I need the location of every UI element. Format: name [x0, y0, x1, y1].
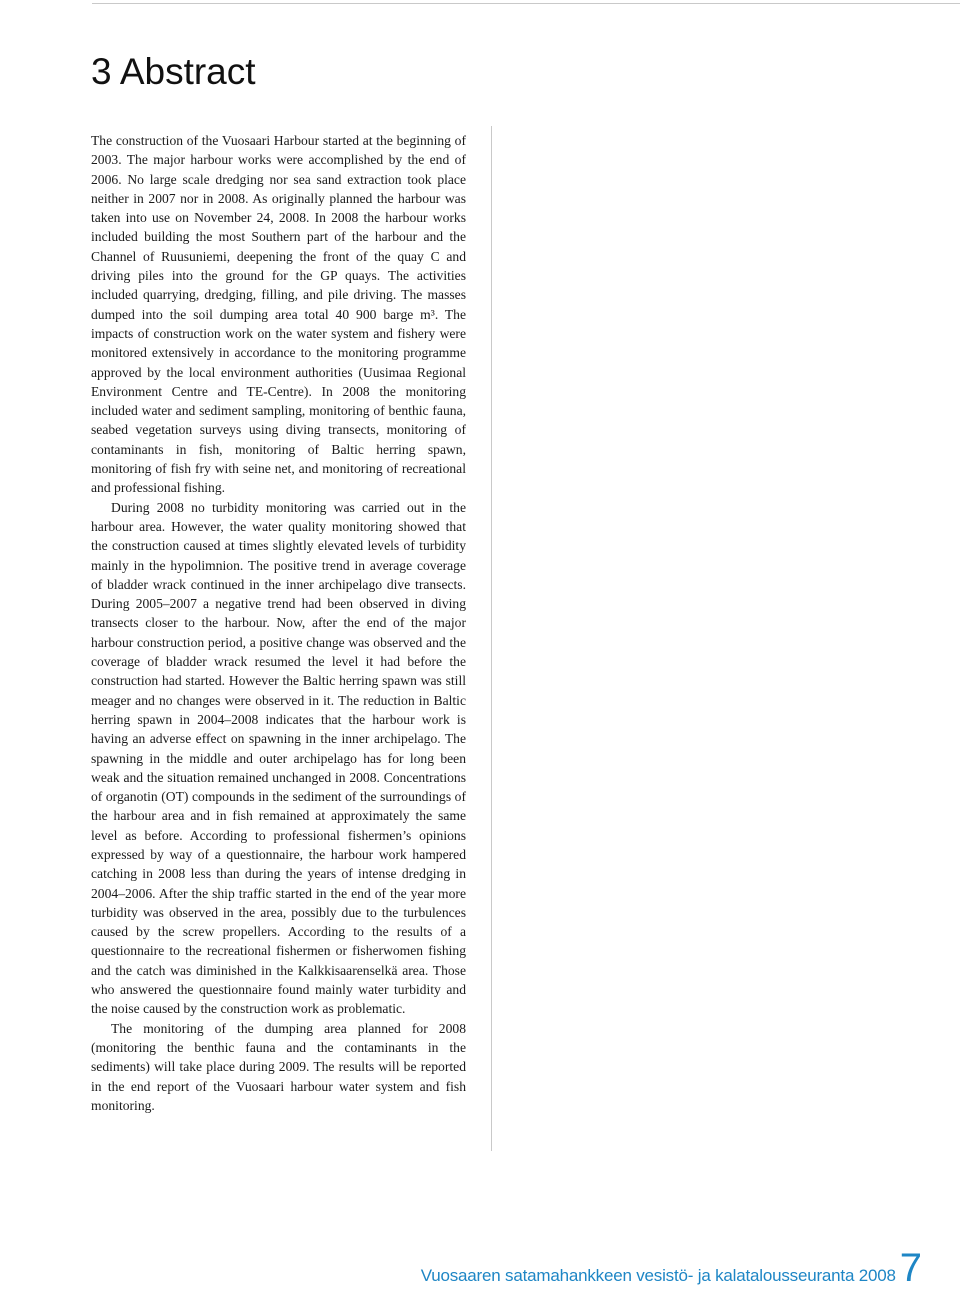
column-divider — [491, 126, 492, 1151]
page-title: 3 Abstract — [91, 51, 256, 92]
abstract-paragraph-2: During 2008 no turbidity monitoring was carried out in the harbour area. However, the water quality monitoring showed that the construction caused at times slightly elevated levels of turbidity mainly in the hypolimnion. The positive trend in average coverage of bladder wrack continued in the inner archipelago dive transects. During 2005–2007 a negative trend had been observed in diving transects closer to the harbour. Now, after the end of the major harbour construction period, a positive change was observed and the coverage of bladder wrack resumed the level it had before the construction had started. However the Baltic herring spawn was still meager and no changes were observed in it. The reduction in Baltic herring spawn in 2004–2008 indicates that the harbour work is having an adverse effect on spawning in the inner archipelago. The spawning in the middle and outer archipelago has for long been weak and the situation remained unchanged in 2008. Concentrations of organotin (OT) compounds in the sediment of the surroundings of the harbour area and in fish remained at approximately the same level as before. According to professional fishermen’s opinions expressed by way of a questionnaire, the harbour work hampered catching in 2008 less than during the years of intense dredging in 2004–2006. After the ship traffic started in the end of the year more turbidity was observed in the area, possibly due to the turbulences caused by the screw propellers. According to the results of a questionnaire to the recreational fishermen or fisherwomen fishing and the catch was diminished in the Kalkkisaarenselkä area. Those who answered the questionnaire found mainly water turbidity and the noise caused by the construction work as problematic. — [91, 499, 466, 1017]
page-number: 7 — [899, 1246, 922, 1290]
footer-publication-title: Vuosaaren satamahankkeen vesistö- ja kalatalousseuranta 2008 — [420, 1266, 896, 1285]
abstract-paragraph-1: The construction of the Vuosaari Harbour started at the beginning of 2003. The major harbour works were accomplished by the end of 2006. No large scale dredging nor sea sand extraction took place neither in 2007 nor in 2008. As originally planned the harbour was taken into use on November 24, 2008. In 2008 the harbour works included building the most Southern part of the harbour and the Channel of Ruusuniemi, deepening the front of the quay C and driving piles into the ground for the GP quays. The activities included quarrying, dredging, filling, and pile driving. The masses dumped into the soil dumping area total 40 900 barge m³. The impacts of construction work on the water system and fishery were monitored extensively in accordance to the monitoring programme approved by the local environment authorities (Uusimaa Regional Environment Centre and TE-Centre). In 2008 the monitoring included water and sediment sampling, monitoring of benthic fauna, seabed vegetation surveys using diving transects, monitoring of contaminants in fish, monitoring of Baltic herring spawn, monitoring of fish fry with seine net, and monitoring of recreational and professional fishing. — [91, 133, 466, 496]
page-footer — [421, 1248, 922, 1288]
top-divider — [92, 3, 960, 4]
abstract-paragraph-3: The monitoring of the dumping area planned for 2008 (monitoring the benthic fauna and the contaminants in the sediments) will take place during 2009. The results will be reported in the end report of the Vuosaari harbour water system and fish monitoring. — [91, 1020, 466, 1113]
abstract-body — [91, 131, 466, 1115]
